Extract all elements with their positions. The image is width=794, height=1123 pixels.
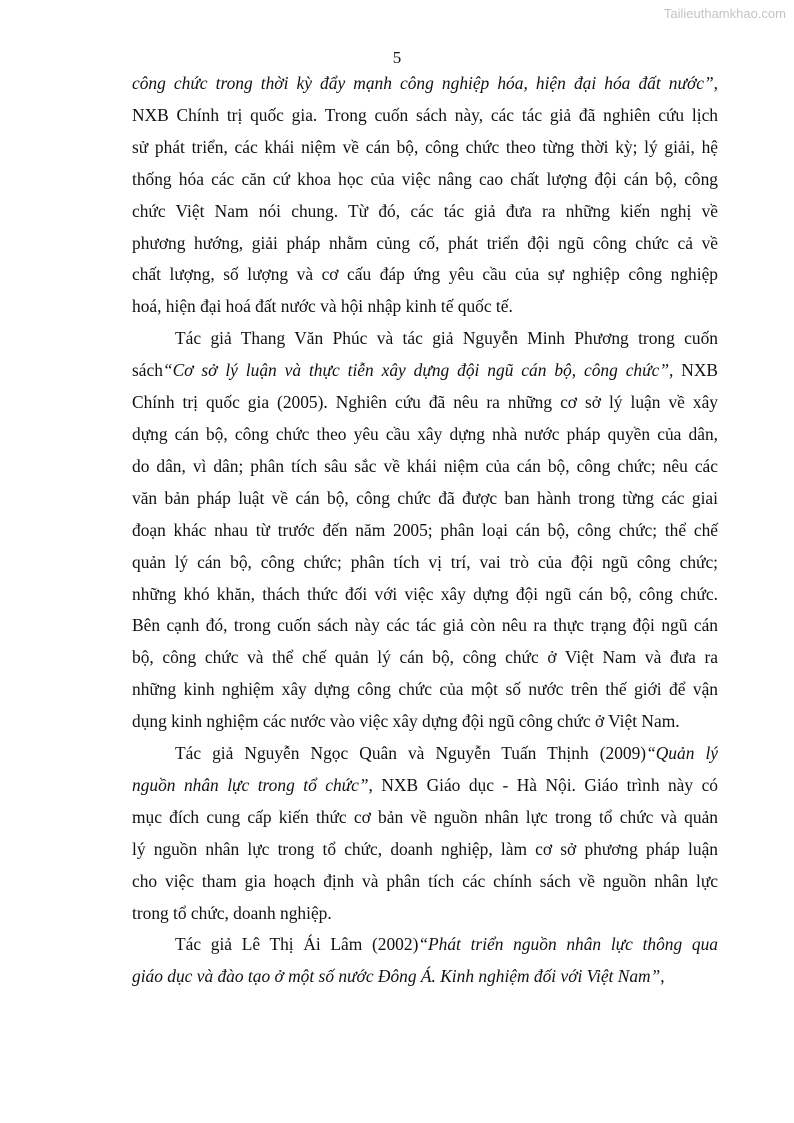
text-run: Bên cạnh đó, trong cuốn sách này các tác giả còn nêu ra thực trạng đội ngũ cán	[132, 615, 718, 636]
text-run: Tác giả Thang Văn Phúc và tác giả Nguyễn Minh Phương trong cuốn	[175, 328, 718, 349]
text-line	[132, 579, 718, 611]
text-line	[132, 100, 718, 132]
paragraph	[132, 68, 718, 323]
text-line	[132, 547, 718, 579]
text-run: Tác giả Nguyễn Ngọc Quân và Nguyễn Tuấn Thịnh (2009)	[175, 743, 647, 764]
italic-title-text: “Quản lý	[646, 743, 719, 764]
text-line	[132, 419, 718, 451]
text-line	[132, 164, 718, 196]
text-run: sử phát triển, các khái niệm về cán bộ, công chức theo từng thời kỳ; lý giải, hệ	[132, 136, 718, 157]
text-run: chất lượng, số lượng và cơ cấu đáp ứng yêu cầu của sự nghiệp công nghiệp	[132, 264, 718, 285]
text-run: , NXB Giáo dục - Hà Nội. Giáo trình này có	[368, 774, 718, 795]
text-run: đoạn khác nhau từ trước đến năm 2005; phân loại cán bộ, công chức; thể chế	[132, 519, 718, 540]
text-run: bộ, công chức và thể chế quản lý cán bộ, công chức ở Việt Nam và đưa ra	[132, 647, 718, 668]
text-line	[132, 961, 718, 993]
page-number: 5	[392, 48, 402, 67]
paragraph	[132, 738, 718, 929]
watermark: Tailieuthamkhao.com	[663, 6, 786, 21]
italic-title-text: nguồn nhân lực trong tổ chức”	[132, 774, 369, 795]
text-line	[132, 228, 718, 260]
text-line	[132, 738, 718, 770]
text-run: những khó khăn, thách thức đối với việc xây dựng đội ngũ cán bộ, công chức.	[132, 583, 718, 604]
text-run: dụng kinh nghiệm các nước vào việc xây dựng đội ngũ công chức ở Việt Nam.	[132, 711, 680, 732]
text-line	[132, 355, 718, 387]
text-line	[132, 866, 718, 898]
text-line	[132, 196, 718, 228]
text-run: lý nguồn nhân lực trong tổ chức, doanh nghiệp, làm cơ sở phương pháp luận	[132, 838, 718, 859]
text-line	[132, 929, 718, 961]
text-run: do dân, vì dân; phân tích sâu sắc về khái niệm của cán bộ, công chức; nêu các	[132, 455, 718, 476]
paragraph	[132, 929, 718, 993]
italic-title-text: công chức trong thời kỳ đẩy mạnh công nghiệp hóa, hiện đại hóa đất nước”	[132, 73, 714, 93]
text-run: sách	[132, 360, 163, 381]
text-run: NXB	[673, 360, 718, 381]
text-line	[132, 483, 718, 515]
text-line	[132, 259, 718, 291]
text-run: quản lý cán bộ, công chức; phân tích vị trí, vai trò của đội ngũ công chức;	[132, 551, 718, 572]
text-line	[132, 387, 718, 419]
text-run: mục đích cung cấp kiến thức cơ bản về nguồn nhân lực trong tổ chức và quản	[132, 806, 718, 827]
text-run: thống hóa các căn cứ khoa học của việc nâng cao chất lượng đội cán bộ, công	[132, 168, 718, 189]
text-line	[132, 515, 718, 547]
paragraph	[132, 323, 718, 738]
text-line	[132, 674, 718, 706]
italic-title-text: “Cơ sở lý luận và thực tiễn xây dựng đội ngũ cán bộ, công chức”,	[162, 360, 674, 381]
text-line	[132, 770, 718, 802]
text-run: NXB Chính trị quốc gia. Trong cuốn sách này, các tác giả đã nghiên cứu lịch	[132, 104, 718, 125]
text-line	[132, 291, 718, 323]
text-run: Chính trị quốc gia (2005). Nghiên cứu đã nêu ra những cơ sở lý luận về xây	[132, 392, 718, 413]
text-run: cho việc tham gia hoạch định và phân tích các chính sách về nguồn nhân lực	[132, 870, 718, 891]
italic-title-text: “Phát triển nguồn nhân lực thông qua	[418, 934, 718, 955]
text-line	[132, 642, 718, 674]
text-run: Tác giả Lê Thị Ái Lâm (2002)	[175, 934, 419, 955]
text-run: ,	[713, 73, 718, 93]
text-run: hoá, hiện đại hoá đất nước và hội nhập kinh tế quốc tế.	[132, 296, 513, 317]
text-run: phương hướng, giải pháp nhằm củng cố, phát triển đội ngũ công chức cả về	[132, 232, 718, 253]
text-line	[132, 610, 718, 642]
text-run: những kinh nghiệm xây dựng công chức của một số nước trên thế giới để vận	[132, 679, 718, 700]
text-run: văn bản pháp luật về cán bộ, công chức đã được ban hành trong từng các giai	[132, 487, 718, 508]
text-line	[132, 451, 718, 483]
text-run: chức Việt Nam nói chung. Từ đó, các tác giả đưa ra những kiến nghị về	[132, 200, 718, 221]
text-line	[132, 132, 718, 164]
italic-title-text: giáo dục và đào tạo ở một số nước Đông Á. Kinh nghiệm đối với Việt Nam”	[132, 966, 661, 987]
text-run: ,	[660, 966, 665, 987]
document-body	[132, 68, 718, 993]
text-line	[132, 68, 718, 100]
text-run: dựng cán bộ, công chức theo yêu cầu xây dựng nhà nước pháp quyền của dân,	[132, 423, 718, 444]
text-line	[132, 834, 718, 866]
text-line	[132, 802, 718, 834]
text-run: trong tổ chức, doanh nghiệp.	[132, 902, 332, 923]
text-line	[132, 898, 718, 930]
text-line	[132, 706, 718, 738]
text-line	[132, 323, 718, 355]
